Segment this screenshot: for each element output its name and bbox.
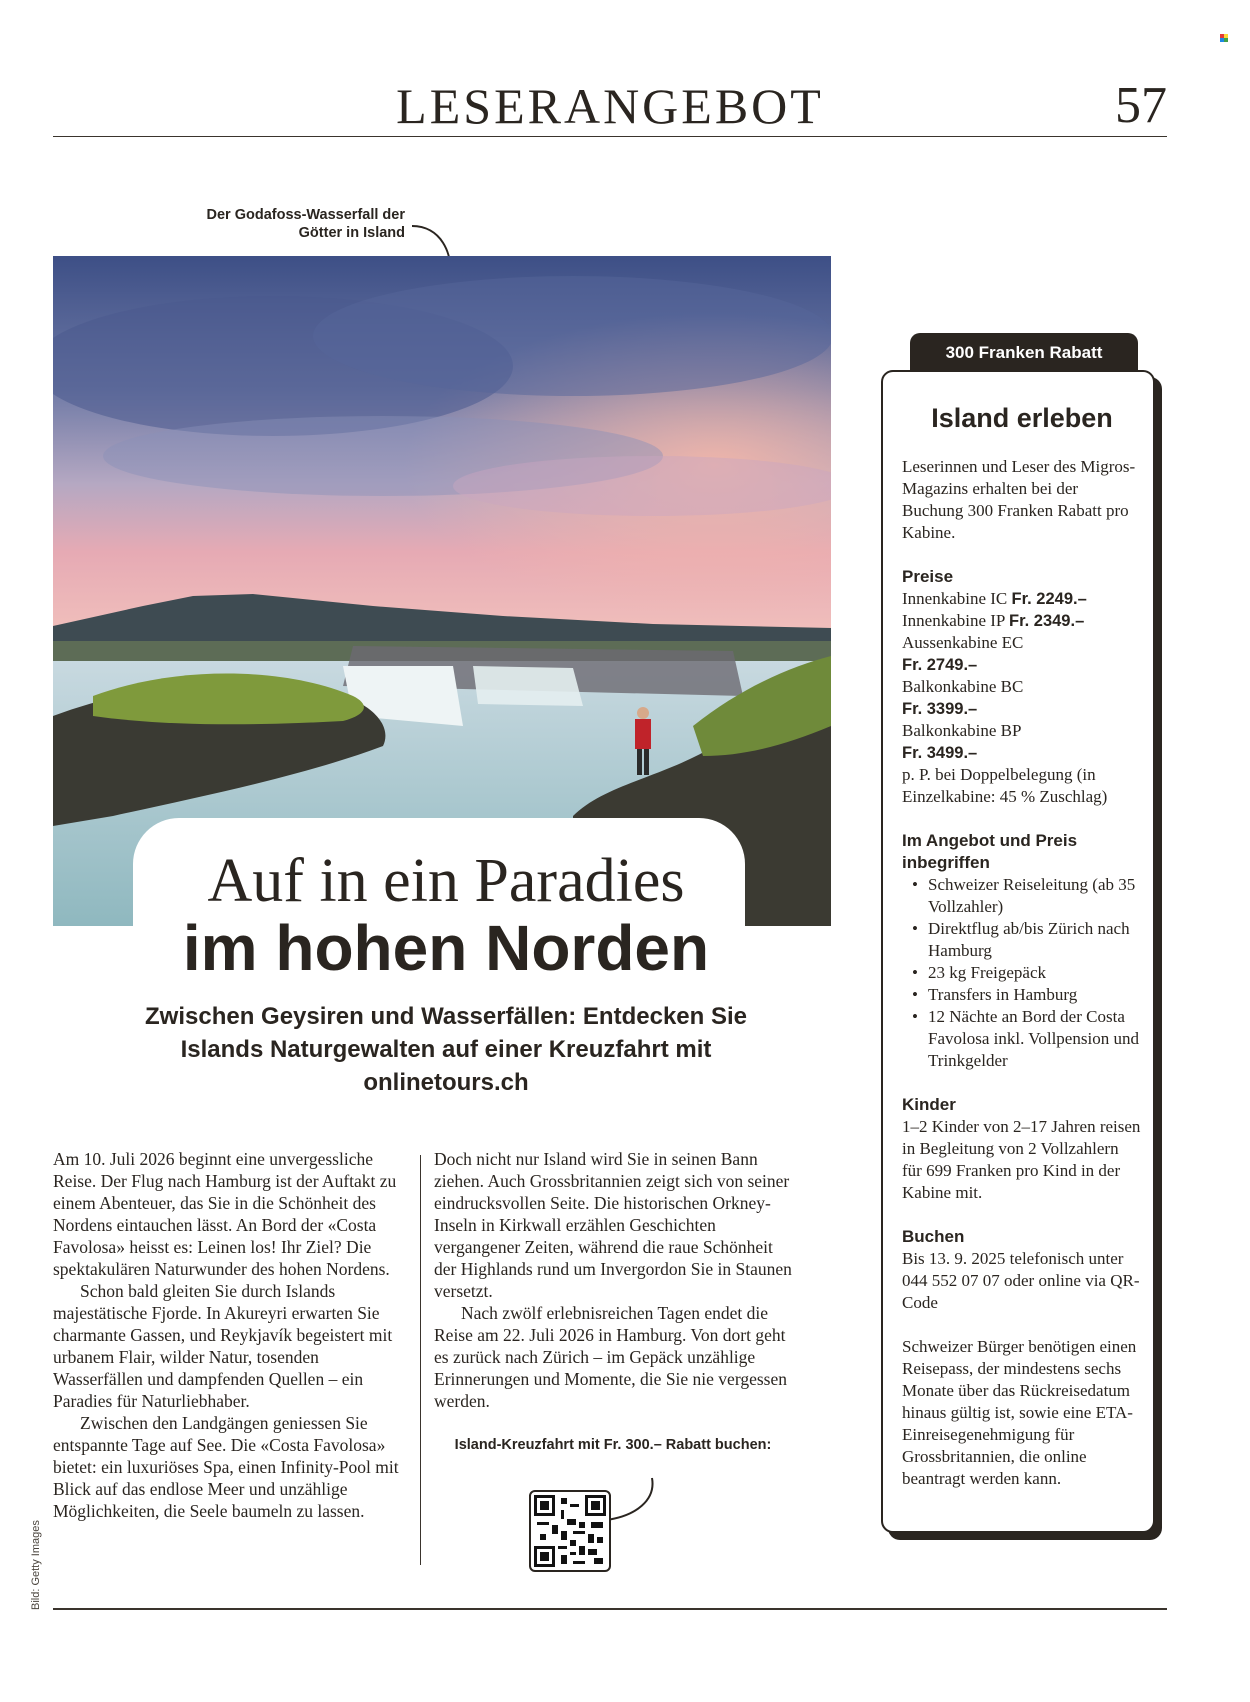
price-row: Balkonkabine BP Fr. 3499.– [902, 721, 1022, 762]
qr-code-icon [534, 1495, 606, 1567]
photo-caption: Der Godafoss-Wasserfall der Götter in Island [206, 207, 405, 241]
paragraph: Zwischen den Landgängen geniessen Sie entspannte Tage auf See. Die «Costa Favolosa» bietet: ein luxuriöses Spa, einen Infinity-Pool mit Blick auf das endlose Meer und unzählige Möglichkeiten, die Seele baumeln zu lassen. [53, 1413, 399, 1521]
list-item: • Direktflug ab/bis Zürich nach Hamburg [902, 918, 1142, 962]
paragraph: Doch nicht nur Island wird Sie in seinen Bann ziehen. Auch Grossbritannien zeigt sich von seiner eindrucksvollen Seite. Die historischen Orkney-Inseln in Kirkwall erzählen Geschichten vergangener Zeiten, während die raue Schönheit der Highlands rund um Invergordon Sie in Staunen versetzt. [434, 1149, 792, 1301]
prices-note: p. P. bei Doppelbelegung (in Einzelkabine: 45 % Zuschlag) [902, 765, 1108, 806]
list-item: • Transfers in Hamburg [902, 984, 1142, 1006]
column-divider [420, 1155, 421, 1565]
discount-tab: 300 Franken Rabatt [910, 333, 1138, 373]
page-header [53, 78, 1167, 137]
qr-code[interactable] [529, 1490, 611, 1572]
sidebar-intro: Leserinnen und Leser des Migros-Magazins erhalten bei der Buchung 300 Franken Rabatt pro Kabine. [902, 457, 1136, 542]
paragraph: Schon bald gleiten Sie durch Islands majestätische Fjorde. In Akureyri erwarten Sie charmante Gassen, und Reykjavík begeistert mit urbanem Flair, wilder Natur, tosenden Wasserfällen und dampfenden Quellen – ein Paradies für Naturliebhaber. [53, 1281, 393, 1411]
booking-heading: Buchen [902, 1227, 965, 1246]
passport-text: Schweizer Bürger benötigen einen Reisepass, der mindestens sechs Monate über das Rückreisedatum hinaus gültig ist, sowie eine ETA-Einreisegenehmigung für Grossbritannien, die online beantragt werden kann. [902, 1337, 1137, 1488]
headline-line-1: Auf in ein Paradies [207, 847, 685, 915]
article-column-1 [53, 1148, 409, 1522]
included-heading: Im Angebot und Preis inbegriffen [902, 831, 1078, 872]
price-row: Innenkabine IC Fr. 2249.– [902, 589, 1087, 608]
section-title: LESERANGEBOT [396, 78, 824, 134]
registration-mark [1220, 34, 1228, 42]
list-item: • 12 Nächte an Bord der Costa Favolosa inkl. Vollpension und Trinkgelder [902, 1006, 1142, 1072]
image-credit: Bild: Getty Images [30, 1520, 42, 1610]
prices-heading: Preise [902, 567, 954, 586]
list-item: • Schweizer Reiseleitung (ab 35 Vollzahler) [902, 874, 1142, 918]
included-list [902, 874, 1142, 1072]
paragraph: Nach zwölf erlebnisreichen Tagen endet die Reise am 22. Juli 2026 in Hamburg. Von dort geht es zurück nach Zürich – im Gepäck unzählige Erinnerungen und Momente, die Sie nie vergessen werden. [434, 1303, 787, 1411]
booking-text: Bis 13. 9. 2025 telefonisch unter 044 552 07 07 oder online via QR-Code [902, 1249, 1140, 1312]
price-row: Aussenkabine EC Fr. 2749.– [902, 633, 1024, 674]
subtitle: Zwischen Geysiren und Wasserfällen: Entdecken Sie Islands Naturgewalten auf einer Kreuzfahrt mit onlinetours.ch [145, 1003, 747, 1096]
price-row: Balkonkabine BC Fr. 3399.– [902, 677, 1024, 718]
booking-cta: Island-Kreuzfahrt mit Fr. 300.– Rabatt buchen: [454, 1437, 772, 1453]
page-number: 57 [1115, 77, 1167, 134]
kids-text: 1–2 Kinder von 2–17 Jahren reisen in Begleitung von 2 Vollzahlern für 699 Franken pro Kind in der Kabine mit. [902, 1117, 1141, 1202]
sidebar-title: Island erleben [931, 403, 1113, 433]
article-column-2 [434, 1148, 792, 1412]
headline-line-2: im hohen Norden [182, 912, 710, 984]
kids-heading: Kinder [902, 1095, 956, 1114]
offer-sidebar [881, 370, 1155, 1533]
footer-rule [53, 1608, 1167, 1610]
list-item: • 23 kg Freigepäck [902, 962, 1142, 984]
paragraph: Am 10. Juli 2026 beginnt eine unvergessliche Reise. Der Flug nach Hamburg ist der Auftakt zu einem Abenteuer, das Sie in die Schönheit des Nordens eintauchen lässt. An Bord der «Costa Favolosa» heisst es: Leinen los! Ihr Ziel? Die spektakulären Naturwunder des hohen Nordens. [53, 1149, 397, 1279]
price-row: Innenkabine IP Fr. 2349.– [902, 611, 1085, 630]
